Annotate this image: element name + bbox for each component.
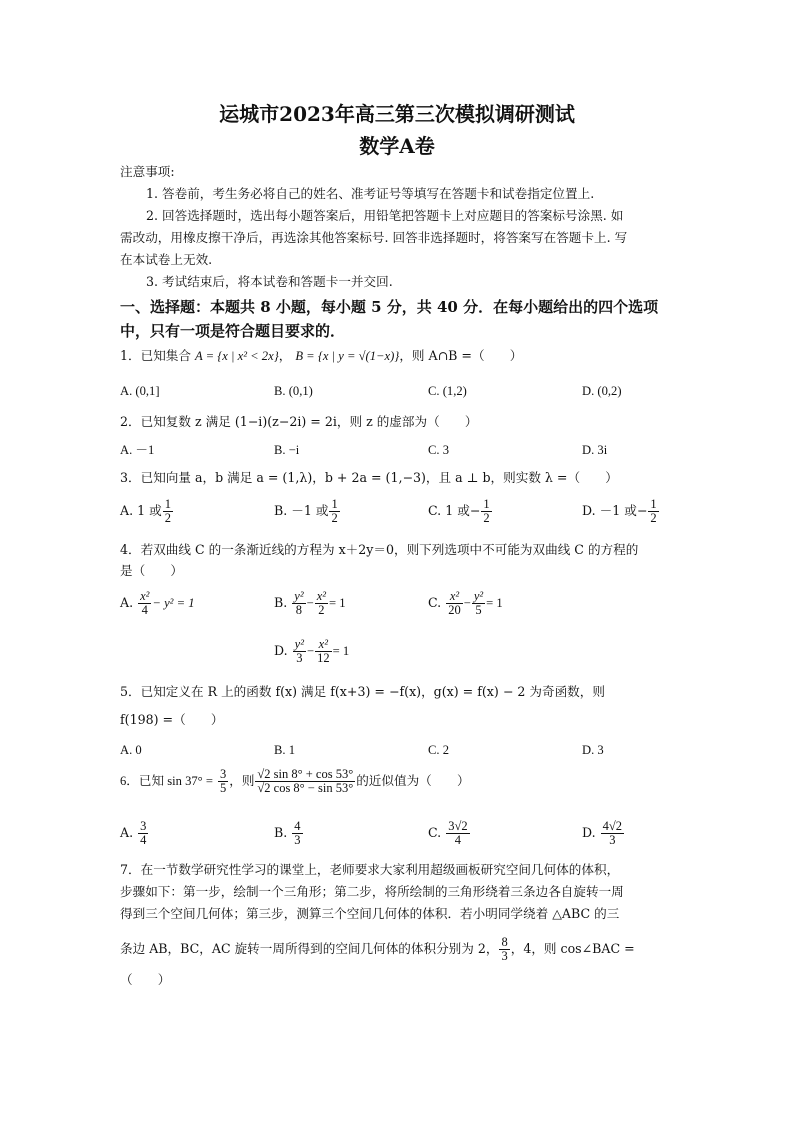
notes-item-1: 1. 答卷前，考生务必将自己的姓名、准考证号等填写在答题卡和试卷指定位置上. bbox=[146, 186, 595, 201]
q1-prefix: 1．已知集合 bbox=[120, 348, 191, 363]
q1-sep: ， bbox=[278, 348, 292, 363]
q4-option-c bbox=[428, 590, 503, 617]
q3-option-d bbox=[582, 498, 660, 525]
frac-den: 5 bbox=[475, 603, 482, 617]
q4-option-a-label: A. bbox=[120, 595, 134, 610]
question-7-answer-blank: （ ） bbox=[120, 972, 171, 987]
q2-option-b: B. −i bbox=[274, 443, 300, 457]
q7-frac bbox=[499, 936, 509, 963]
frac-den: √2 cos 8° − sin 53° bbox=[257, 781, 354, 795]
q3-option-c bbox=[428, 498, 493, 525]
frac-den: 4 bbox=[141, 603, 148, 617]
q4-option-c-label: C. bbox=[428, 595, 442, 610]
q1-option-a: A. (0,1] bbox=[120, 384, 160, 398]
question-4-stem-line-2: 是（ ） bbox=[120, 563, 183, 578]
q3-option-d-fraction bbox=[648, 498, 658, 525]
frac-num: x² bbox=[315, 638, 332, 652]
q6-option-b-label: B. bbox=[274, 825, 288, 840]
question-7-line-2: 步骤如下：第一步，绘制一个三角形；第二步，将所绘制的三角形绕着三条边各自旋转一周 bbox=[120, 884, 624, 899]
frac-num: y² bbox=[294, 637, 304, 651]
q4-option-d-label: D. bbox=[274, 643, 288, 658]
q6-suffix: 的近似值为（ ） bbox=[356, 773, 470, 788]
q6-option-d-label: D. bbox=[582, 825, 596, 840]
q3-option-b bbox=[274, 498, 341, 525]
q2-option-c: C. 3 bbox=[428, 443, 449, 457]
q5-option-b: B. 1 bbox=[274, 743, 295, 757]
q6-expression bbox=[255, 768, 355, 795]
q5-option-d: D. 3 bbox=[582, 743, 604, 757]
q3-option-a-label: A. 1 或 bbox=[120, 503, 162, 518]
q1-option-b: B. (0,1) bbox=[274, 384, 313, 398]
exam-title: 运城市2023年高三第三次模拟调研测试 bbox=[219, 102, 575, 126]
q4-b-frac-1 bbox=[292, 590, 305, 617]
q6-option-c-label: C. bbox=[428, 825, 442, 840]
frac-num: 1 bbox=[164, 497, 171, 511]
q6-option-a bbox=[120, 820, 149, 847]
q6-mid: ，则 bbox=[229, 773, 255, 788]
question-7-line-3: 得到三个空间几何体；第三步，测算三个空间几何体的体积．若小明同学绕着 △ABC 的三 bbox=[120, 906, 620, 921]
question-5-stem-line-2: f(198) =（ ） bbox=[120, 712, 224, 727]
frac-num: √2 sin 8° + cos 53° bbox=[257, 767, 354, 781]
minus-sign: − bbox=[306, 596, 314, 610]
q3-option-b-label: B. －1 或 bbox=[274, 503, 329, 518]
question-7-line-1: 7．在一节数学研究性学习的课堂上，老师要求大家利用超级画板研究空间几何体的体积， bbox=[120, 862, 620, 877]
frac-den: 3 bbox=[501, 949, 508, 963]
q1-set-a: A = {x | x² < 2x} bbox=[195, 349, 279, 363]
frac-den: 2 bbox=[318, 603, 325, 617]
q4-b-frac-2 bbox=[315, 590, 328, 617]
question-6-stem bbox=[120, 768, 470, 795]
frac-num: 4√2 bbox=[602, 819, 623, 833]
q2-option-d: D. 3i bbox=[582, 443, 608, 457]
q4-a-frac bbox=[138, 590, 151, 617]
q6-option-d-frac bbox=[601, 820, 624, 847]
q4-d-frac-1 bbox=[293, 638, 306, 665]
frac-num: x² bbox=[316, 589, 326, 603]
q6-option-a-frac bbox=[138, 820, 148, 847]
frac-den: 3 bbox=[609, 833, 616, 847]
equals-one: = 1 bbox=[332, 644, 350, 658]
frac-num: y² bbox=[473, 589, 484, 603]
q4-option-a bbox=[120, 590, 195, 617]
q4-option-b bbox=[274, 590, 346, 617]
frac-den: 2 bbox=[483, 511, 490, 525]
q7-line-4-end: ，4，则 cos∠BAC = bbox=[510, 941, 635, 956]
frac-num: 3 bbox=[140, 819, 147, 833]
q3-option-a bbox=[120, 498, 174, 525]
frac-num: 4 bbox=[294, 819, 301, 833]
question-2-stem: 2．已知复数 z 满足 (1−i)(z−2i) = 2i，则 z 的虚部为（ ） bbox=[120, 414, 478, 429]
frac-den: 4 bbox=[140, 833, 147, 847]
frac-num: 3√2 bbox=[448, 819, 468, 833]
q6-option-c-frac bbox=[446, 820, 469, 847]
q6-option-c bbox=[428, 820, 471, 847]
frac-num: 3 bbox=[219, 767, 227, 781]
q4-option-d bbox=[274, 638, 349, 665]
frac-den: 5 bbox=[219, 781, 227, 795]
q2-option-a: A. －1 bbox=[120, 443, 155, 457]
notes-heading: 注意事项: bbox=[120, 164, 175, 179]
equals-one: = 1 bbox=[486, 596, 503, 610]
q3-option-d-label: D. －1 或− bbox=[582, 503, 648, 518]
q5-option-c: C. 2 bbox=[428, 743, 449, 757]
frac-den: 2 bbox=[164, 511, 171, 525]
section-heading-line-2: 中，只有一项是符合题目要求的． bbox=[120, 322, 346, 340]
notes-item-2-line-1: 2. 回答选择题时，选出每小题答案后，用铅笔把答题卡上对应题目的答案标号涂黑. 如 bbox=[146, 208, 624, 223]
frac-den: 8 bbox=[295, 603, 303, 617]
minus-sign: − bbox=[306, 644, 315, 658]
q5-option-a: A. 0 bbox=[120, 743, 142, 757]
frac-den: 3 bbox=[294, 833, 301, 847]
question-7-line-4 bbox=[120, 936, 635, 963]
q1-ask: ，则 A∩B =（ ） bbox=[399, 348, 523, 363]
q3-option-a-fraction bbox=[163, 498, 173, 525]
frac-den: 20 bbox=[448, 603, 461, 617]
question-1-stem bbox=[120, 348, 522, 364]
q6-prefix: 6．已知 sin 37° = bbox=[120, 774, 213, 788]
q3-option-b-fraction bbox=[329, 498, 339, 525]
q6-option-d bbox=[582, 820, 625, 847]
q6-option-b bbox=[274, 820, 304, 847]
equals-one: = 1 bbox=[328, 596, 346, 610]
exam-subtitle: 数学A卷 bbox=[359, 134, 435, 158]
q4-d-frac-2 bbox=[315, 638, 332, 665]
notes-item-3: 3. 考试结束后，将本试卷和答题卡一并交回. bbox=[146, 274, 393, 289]
frac-num: 1 bbox=[483, 497, 490, 511]
q1-option-d: D. (0,2) bbox=[582, 384, 622, 398]
frac-den: 2 bbox=[331, 511, 338, 525]
frac-num: 1 bbox=[331, 497, 338, 511]
frac-den: 12 bbox=[317, 651, 330, 665]
q6-option-b-frac bbox=[292, 820, 302, 847]
question-5-stem-line-1: 5．已知定义在 R 上的函数 f(x) 满足 f(x+3) = −f(x)，g(x) = f(x) − 2 为奇函数，则 bbox=[120, 684, 605, 699]
question-4-stem-line-1: 4．若双曲线 C 的一条渐近线的方程为 x＋2y＝0，则下列选项中不可能为双曲线 C 的方程的 bbox=[120, 542, 639, 557]
frac-num: 1 bbox=[650, 497, 657, 511]
q4-a-rest: − y² = 1 bbox=[152, 596, 195, 610]
q4-c-frac-2 bbox=[472, 590, 485, 617]
q6-option-a-label: A. bbox=[120, 825, 134, 840]
frac-num: x² bbox=[140, 589, 150, 603]
q3-option-c-fraction bbox=[481, 498, 491, 525]
frac-den: 3 bbox=[296, 651, 303, 665]
minus-sign: − bbox=[463, 596, 471, 610]
notes-item-2-line-3: 在本试卷上无效. bbox=[120, 252, 213, 267]
frac-den: 4 bbox=[454, 833, 462, 847]
q7-line-4-start: 条边 AB，BC，AC 旋转一周所得到的空间几何体的体积分别为 2， bbox=[120, 941, 499, 956]
q3-option-c-label: C. 1 或− bbox=[428, 503, 481, 518]
frac-num: 8 bbox=[501, 935, 508, 949]
section-heading-line-1: 一、选择题：本题共 8 小题，每小题 5 分，共 40 分．在每小题给出的四个选项 bbox=[120, 298, 659, 316]
frac-num: x² bbox=[446, 590, 463, 604]
frac-num: y² bbox=[294, 589, 304, 603]
question-3-stem: 3．已知向量 a，b 满足 a = (1,λ)，b + 2a = (1,−3)，且 a ⊥ b，则实数 λ =（ ） bbox=[120, 470, 618, 485]
q4-c-frac-1 bbox=[446, 590, 463, 617]
frac-den: 2 bbox=[650, 511, 657, 525]
q1-set-b: B = {x | y = √(1−x)} bbox=[295, 349, 400, 363]
q4-option-b-label: B. bbox=[274, 595, 288, 610]
q6-given-frac bbox=[218, 768, 228, 795]
notes-item-2-line-2: 需改动，用橡皮擦干净后，再选涂其他答案标号. 回答非选择题时，将答案写在答题卡上. 写 bbox=[120, 230, 628, 245]
q1-option-c: C. (1,2) bbox=[428, 384, 467, 398]
